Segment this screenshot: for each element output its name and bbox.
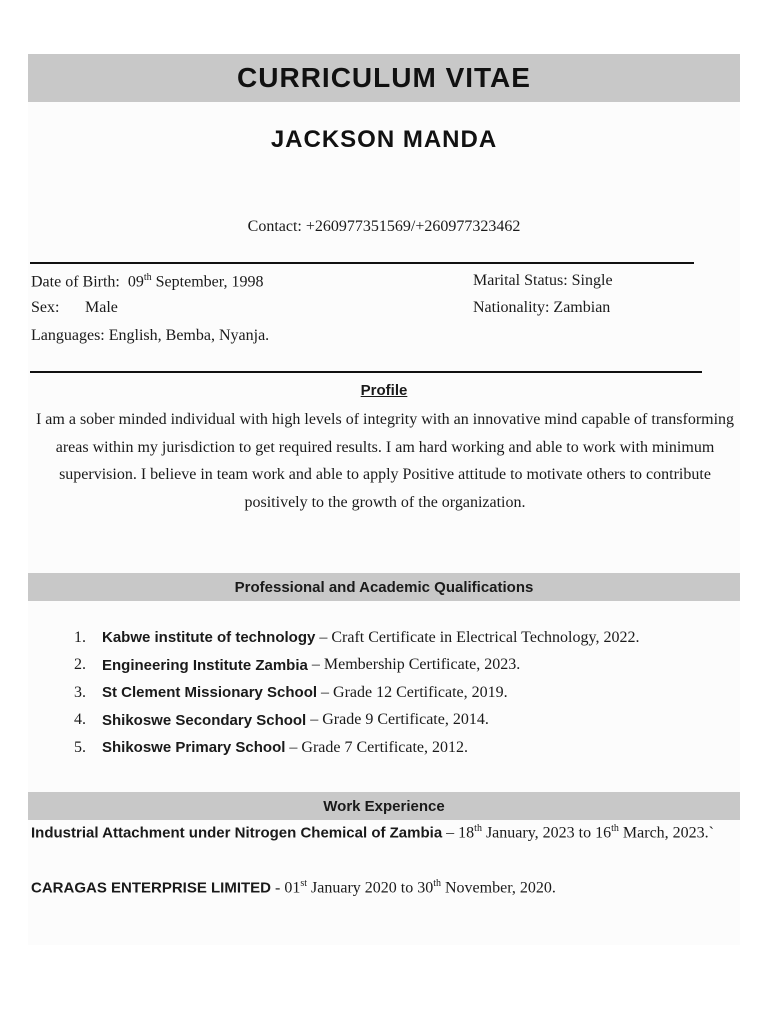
dob-month-year: September, 1998 bbox=[155, 273, 264, 291]
list-item bbox=[40, 624, 639, 652]
work-experience-heading: Work Experience bbox=[28, 792, 740, 820]
list-item bbox=[40, 707, 639, 735]
sex-label: Sex: bbox=[31, 299, 60, 316]
item-number: 3. bbox=[74, 683, 86, 701]
work-date-part: March, 2023.` bbox=[618, 824, 714, 842]
list-item bbox=[40, 652, 639, 680]
nationality: Nationality: Zambian bbox=[473, 299, 611, 316]
marital-status: Marital Status: Single bbox=[473, 272, 613, 289]
divider-bottom bbox=[30, 371, 702, 373]
certificate-text: – Grade 7 Certificate, 2012. bbox=[289, 738, 469, 756]
dob-label: Date of Birth: bbox=[31, 273, 120, 291]
item-number: 4. bbox=[74, 711, 86, 729]
certificate-text: – Grade 12 Certificate, 2019. bbox=[321, 683, 508, 701]
institution-name: Kabwe institute of technology bbox=[102, 629, 316, 647]
divider-top bbox=[30, 262, 694, 264]
work-date-part: - 01 bbox=[271, 879, 301, 897]
list-item bbox=[40, 679, 639, 707]
item-number: 1. bbox=[74, 628, 86, 646]
date-of-birth bbox=[31, 272, 263, 291]
work-date-part: January, 2023 to 16 bbox=[481, 824, 612, 842]
profile-heading: Profile bbox=[360, 382, 408, 399]
qualifications-heading: Professional and Academic Qualifications bbox=[28, 573, 740, 601]
institution-name: Shikoswe Primary School bbox=[102, 739, 286, 757]
dob-day: 09 bbox=[127, 273, 144, 291]
work-entry bbox=[31, 815, 731, 847]
work-organization: Industrial Attachment under Nitrogen Chemical of Zambia bbox=[31, 824, 443, 842]
certificate-text: – Grade 9 Certificate, 2014. bbox=[310, 711, 489, 729]
contact-line: Contact: +260977351569/+260977323462 bbox=[247, 218, 521, 235]
date-superscript: th bbox=[474, 823, 482, 834]
date-superscript: th bbox=[433, 878, 441, 889]
item-number: 5. bbox=[74, 738, 86, 756]
qualifications-list bbox=[40, 624, 639, 762]
languages: Languages: English, Bemba, Nyanja. bbox=[31, 327, 270, 344]
institution-name: Shikoswe Secondary School bbox=[102, 711, 307, 729]
date-superscript: st bbox=[300, 878, 308, 889]
date-superscript: th bbox=[611, 823, 619, 834]
work-entry bbox=[31, 870, 731, 902]
work-date-part: – 18 bbox=[442, 824, 475, 842]
institution-name: St Clement Missionary School bbox=[102, 684, 318, 702]
title-banner bbox=[28, 54, 740, 102]
dob-superscript: th bbox=[143, 272, 152, 283]
sex-value: Male bbox=[85, 299, 118, 316]
institution-name: Engineering Institute Zambia bbox=[102, 656, 308, 674]
item-number: 2. bbox=[74, 656, 86, 674]
candidate-name: JACKSON MANDA bbox=[270, 126, 498, 153]
document-title: CURRICULUM VITAE bbox=[237, 62, 531, 93]
certificate-text: – Craft Certificate in Electrical Technology, 2022. bbox=[319, 628, 640, 646]
certificate-text: – Membership Certificate, 2023. bbox=[311, 656, 521, 674]
work-date-part: November, 2020. bbox=[441, 879, 556, 897]
work-organization: CARAGAS ENTERPRISE LIMITED bbox=[31, 879, 272, 897]
profile-text: I am a sober minded individual with high levels of integrity with an innovative mind capable of transforming areas within my jurisdiction to get required results. I am hard working and able to work with minimum supervision. I believe in team work and able to apply Positive attitude to motivate others to contribute positively to the growth of the organization. bbox=[35, 411, 735, 511]
work-date-part: January 2020 to 30 bbox=[307, 879, 434, 897]
list-item bbox=[40, 734, 639, 762]
sex-row bbox=[31, 299, 118, 317]
